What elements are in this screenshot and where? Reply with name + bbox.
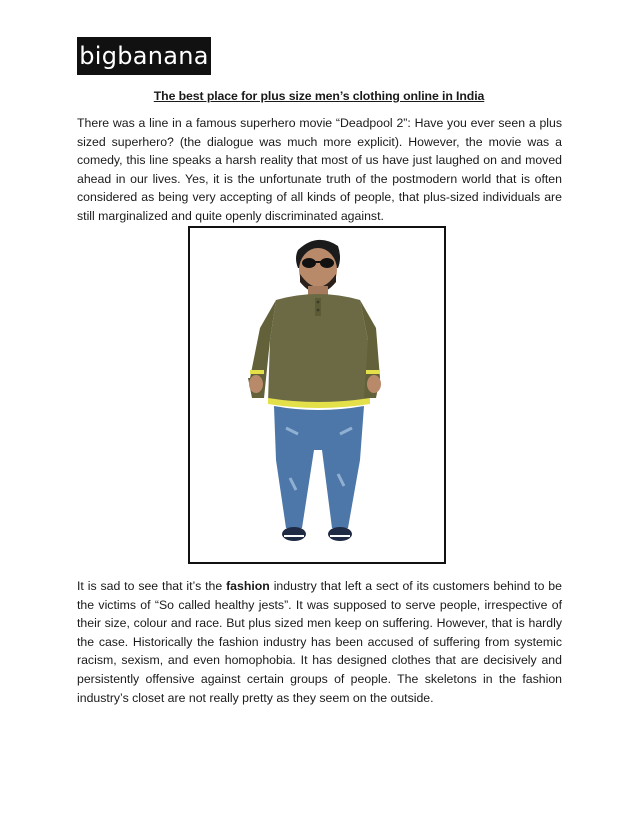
paragraph-2-bold-word: fashion	[226, 579, 270, 593]
article-title: The best place for plus size men’s clothing online in India	[153, 89, 485, 103]
brand-logo[interactable]	[77, 37, 211, 75]
article-paragraph-2	[77, 577, 562, 707]
paragraph-2-text-end: industry that left a sect of its customers behind to be the victims of “So called healthy jests”. It was supposed to serve people, irrespective of their size, colour and race. But plus sized men keep on suffering. However, that is hardly the case. Historically the fashion industry has been accused of suffering from systemic racism, sexism, and even homophobia. It has designed clothes that are decisively and persistently offensive against certain groups of people. The skeletons in the fashion industry’s closet are not really pretty as they seem on the outside.	[77, 579, 562, 705]
model-illustration	[190, 228, 444, 562]
paragraph-2-text-start: It is sad to see that it’s the	[77, 579, 227, 593]
product-photo	[188, 226, 446, 564]
article-paragraph-1: There was a line in a famous superhero movie “Deadpool 2”: Have you ever seen a plus sized superhero? (the dialogue was much more explicit). However, the movie was a comedy, this line speaks a harsh reality that most of us have just laughed on and moved ahead in our lives. Yes, it is the unfortunate truth of the postmodern world that is often considered as being very accepting of all kinds of people, that plus-sized individuals are still marginalized and quite openly discriminated against.	[77, 116, 562, 223]
brand-logo-text: bigbanana	[79, 42, 209, 70]
